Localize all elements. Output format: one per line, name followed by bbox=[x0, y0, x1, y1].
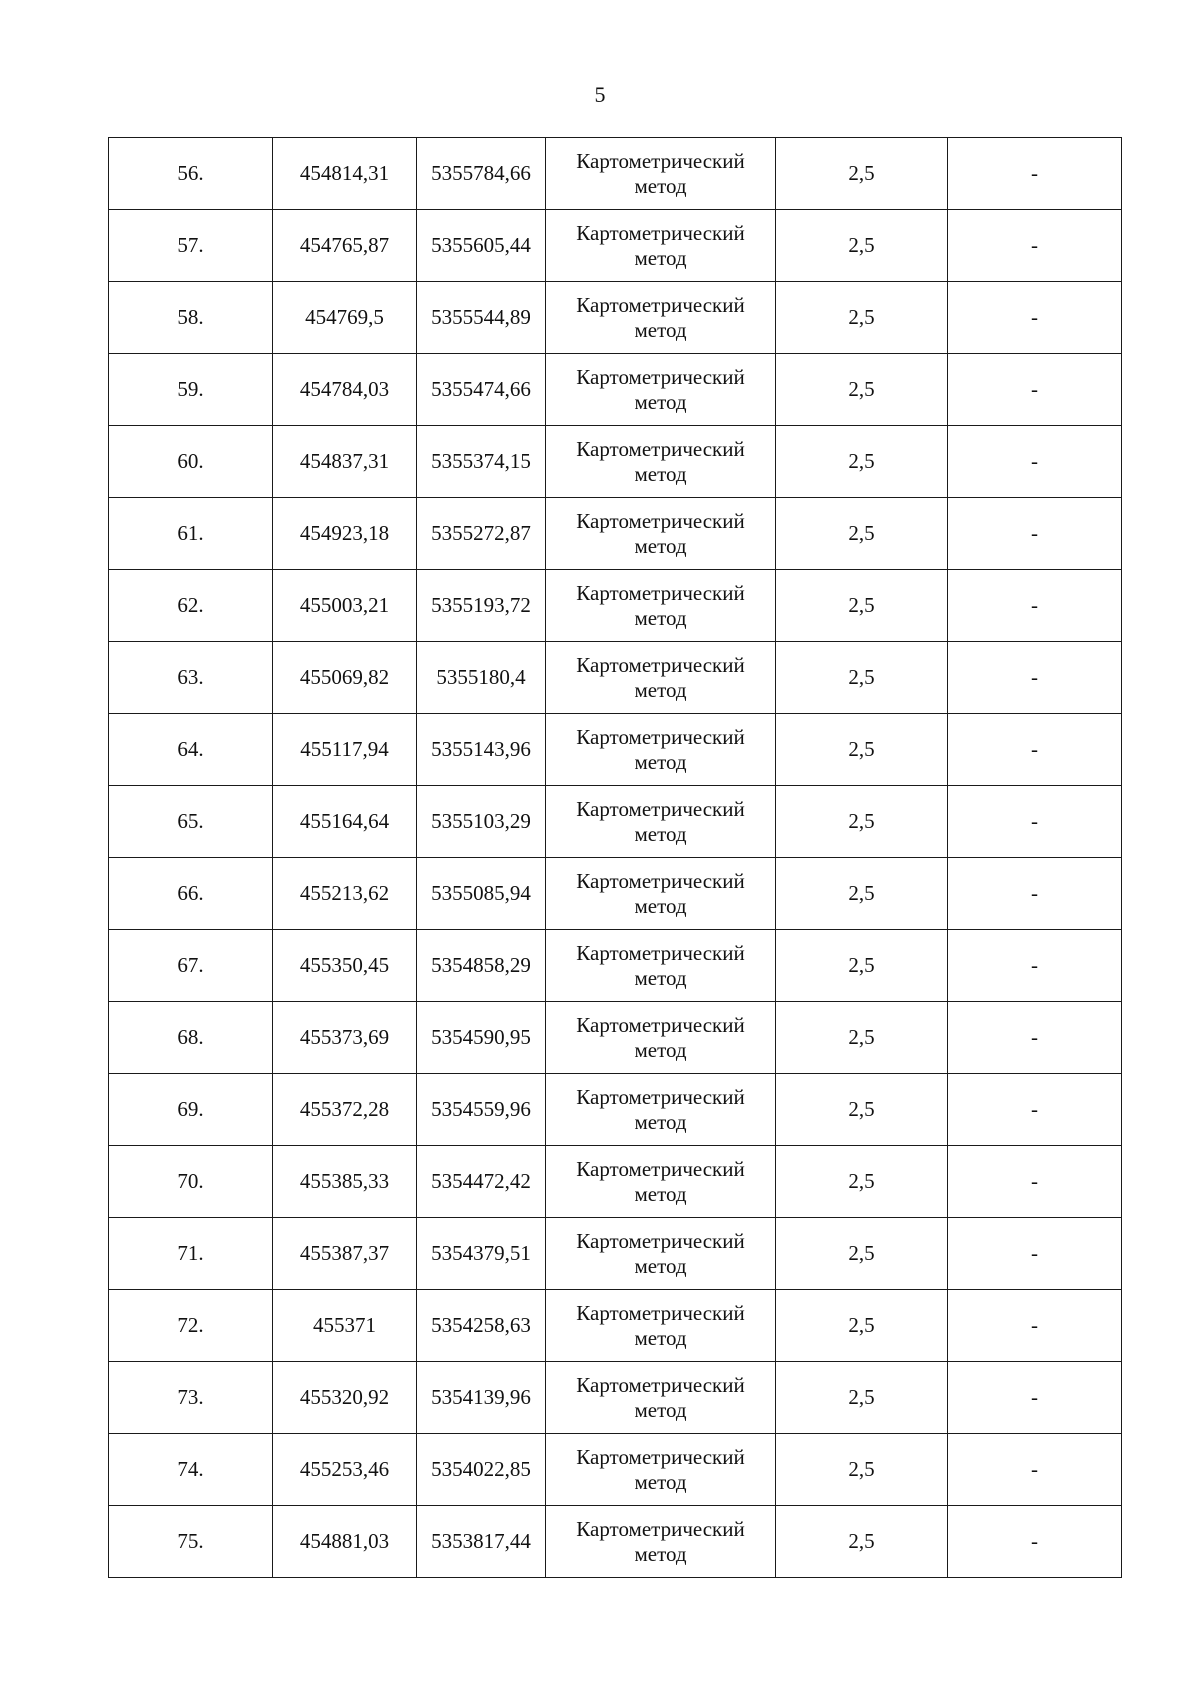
method-line-1: Картометрический bbox=[576, 364, 745, 389]
method-cell bbox=[546, 210, 776, 282]
y-coordinate-cell: 5354472,42 bbox=[417, 1146, 546, 1218]
method-line-1: Картометрический bbox=[576, 652, 745, 677]
method-cell bbox=[546, 1362, 776, 1434]
method-line-1: Картометрический bbox=[576, 1300, 745, 1325]
x-coordinate-cell: 455350,45 bbox=[273, 930, 417, 1002]
point-number-cell: 66. bbox=[109, 858, 273, 930]
point-number-cell: 61. bbox=[109, 498, 273, 570]
description-cell: - bbox=[948, 1506, 1122, 1578]
x-coordinate-cell: 455069,82 bbox=[273, 642, 417, 714]
accuracy-cell: 2,5 bbox=[776, 570, 948, 642]
table-row bbox=[109, 714, 1122, 786]
method-line-2: метод bbox=[634, 1397, 687, 1422]
method-line-1: Картометрический bbox=[576, 1516, 745, 1541]
point-number-cell: 72. bbox=[109, 1290, 273, 1362]
x-coordinate-cell: 454923,18 bbox=[273, 498, 417, 570]
accuracy-cell: 2,5 bbox=[776, 1362, 948, 1434]
x-coordinate-cell: 455164,64 bbox=[273, 786, 417, 858]
point-number-cell: 59. bbox=[109, 354, 273, 426]
page-number: 5 bbox=[594, 82, 606, 107]
description-cell: - bbox=[948, 642, 1122, 714]
x-coordinate-cell: 455373,69 bbox=[273, 1002, 417, 1074]
description-cell: - bbox=[948, 354, 1122, 426]
table-row bbox=[109, 1002, 1122, 1074]
method-cell bbox=[546, 1074, 776, 1146]
accuracy-cell: 2,5 bbox=[776, 858, 948, 930]
table-row bbox=[109, 210, 1122, 282]
method-line-2: метод bbox=[634, 1109, 687, 1134]
method-line-2: метод bbox=[634, 893, 687, 918]
method-line-2: метод bbox=[634, 1469, 687, 1494]
y-coordinate-cell: 5355784,66 bbox=[417, 138, 546, 210]
table-row bbox=[109, 354, 1122, 426]
description-cell: - bbox=[948, 1074, 1122, 1146]
point-number-cell: 58. bbox=[109, 282, 273, 354]
method-line-1: Картометрический bbox=[576, 796, 745, 821]
description-cell: - bbox=[948, 714, 1122, 786]
table-row bbox=[109, 1290, 1122, 1362]
x-coordinate-cell: 454837,31 bbox=[273, 426, 417, 498]
description-cell: - bbox=[948, 1362, 1122, 1434]
method-line-1: Картометрический bbox=[576, 868, 745, 893]
method-line-1: Картометрический bbox=[576, 1156, 745, 1181]
accuracy-cell: 2,5 bbox=[776, 1218, 948, 1290]
y-coordinate-cell: 5354139,96 bbox=[417, 1362, 546, 1434]
method-line-2: метод bbox=[634, 677, 687, 702]
table-row bbox=[109, 642, 1122, 714]
method-line-1: Картометрический bbox=[576, 292, 745, 317]
accuracy-cell: 2,5 bbox=[776, 642, 948, 714]
table-row bbox=[109, 498, 1122, 570]
method-line-2: метод bbox=[634, 389, 687, 414]
y-coordinate-cell: 5355474,66 bbox=[417, 354, 546, 426]
method-cell bbox=[546, 714, 776, 786]
x-coordinate-cell: 455253,46 bbox=[273, 1434, 417, 1506]
x-coordinate-cell: 454765,87 bbox=[273, 210, 417, 282]
point-number-cell: 68. bbox=[109, 1002, 273, 1074]
method-cell bbox=[546, 930, 776, 1002]
method-cell bbox=[546, 1506, 776, 1578]
accuracy-cell: 2,5 bbox=[776, 138, 948, 210]
method-cell bbox=[546, 354, 776, 426]
x-coordinate-cell: 455003,21 bbox=[273, 570, 417, 642]
y-coordinate-cell: 5355193,72 bbox=[417, 570, 546, 642]
x-coordinate-cell: 455117,94 bbox=[273, 714, 417, 786]
x-coordinate-cell: 455213,62 bbox=[273, 858, 417, 930]
method-line-2: метод bbox=[634, 1541, 687, 1566]
y-coordinate-cell: 5354022,85 bbox=[417, 1434, 546, 1506]
method-line-1: Картометрический bbox=[576, 508, 745, 533]
description-cell: - bbox=[948, 786, 1122, 858]
table-row bbox=[109, 1362, 1122, 1434]
description-cell: - bbox=[948, 138, 1122, 210]
method-line-2: метод bbox=[634, 1181, 687, 1206]
method-cell bbox=[546, 642, 776, 714]
y-coordinate-cell: 5355272,87 bbox=[417, 498, 546, 570]
y-coordinate-cell: 5354258,63 bbox=[417, 1290, 546, 1362]
point-number-cell: 74. bbox=[109, 1434, 273, 1506]
method-cell bbox=[546, 786, 776, 858]
method-line-1: Картометрический bbox=[576, 580, 745, 605]
method-cell bbox=[546, 1146, 776, 1218]
table-row bbox=[109, 858, 1122, 930]
accuracy-cell: 2,5 bbox=[776, 210, 948, 282]
method-cell bbox=[546, 858, 776, 930]
method-line-2: метод bbox=[634, 173, 687, 198]
x-coordinate-cell: 455320,92 bbox=[273, 1362, 417, 1434]
table-row bbox=[109, 786, 1122, 858]
table-row bbox=[109, 1506, 1122, 1578]
point-number-cell: 62. bbox=[109, 570, 273, 642]
method-line-1: Картометрический bbox=[576, 1444, 745, 1469]
description-cell: - bbox=[948, 1146, 1122, 1218]
y-coordinate-cell: 5355180,4 bbox=[417, 642, 546, 714]
accuracy-cell: 2,5 bbox=[776, 1290, 948, 1362]
method-line-1: Картометрический bbox=[576, 940, 745, 965]
table-row bbox=[109, 1146, 1122, 1218]
method-line-1: Картометрический bbox=[576, 1012, 745, 1037]
x-coordinate-cell: 454814,31 bbox=[273, 138, 417, 210]
description-cell: - bbox=[948, 1002, 1122, 1074]
point-number-cell: 67. bbox=[109, 930, 273, 1002]
method-line-2: метод bbox=[634, 965, 687, 990]
accuracy-cell: 2,5 bbox=[776, 498, 948, 570]
y-coordinate-cell: 5353817,44 bbox=[417, 1506, 546, 1578]
description-cell: - bbox=[948, 210, 1122, 282]
y-coordinate-cell: 5355085,94 bbox=[417, 858, 546, 930]
method-line-2: метод bbox=[634, 1253, 687, 1278]
point-number-cell: 64. bbox=[109, 714, 273, 786]
point-number-cell: 70. bbox=[109, 1146, 273, 1218]
accuracy-cell: 2,5 bbox=[776, 1146, 948, 1218]
x-coordinate-cell: 454881,03 bbox=[273, 1506, 417, 1578]
accuracy-cell: 2,5 bbox=[776, 1074, 948, 1146]
method-line-2: метод bbox=[634, 533, 687, 558]
accuracy-cell: 2,5 bbox=[776, 930, 948, 1002]
method-line-2: метод bbox=[634, 1037, 687, 1062]
description-cell: - bbox=[948, 498, 1122, 570]
point-number-cell: 75. bbox=[109, 1506, 273, 1578]
description-cell: - bbox=[948, 1218, 1122, 1290]
accuracy-cell: 2,5 bbox=[776, 1506, 948, 1578]
y-coordinate-cell: 5354590,95 bbox=[417, 1002, 546, 1074]
method-cell bbox=[546, 138, 776, 210]
method-cell bbox=[546, 1218, 776, 1290]
description-cell: - bbox=[948, 1434, 1122, 1506]
table-row bbox=[109, 426, 1122, 498]
method-cell bbox=[546, 282, 776, 354]
table-row bbox=[109, 1074, 1122, 1146]
method-line-1: Картометрический bbox=[576, 148, 745, 173]
method-line-2: метод bbox=[634, 749, 687, 774]
table-row bbox=[109, 930, 1122, 1002]
point-number-cell: 60. bbox=[109, 426, 273, 498]
table-row bbox=[109, 570, 1122, 642]
point-number-cell: 69. bbox=[109, 1074, 273, 1146]
description-cell: - bbox=[948, 1290, 1122, 1362]
x-coordinate-cell: 455387,37 bbox=[273, 1218, 417, 1290]
y-coordinate-cell: 5354858,29 bbox=[417, 930, 546, 1002]
y-coordinate-cell: 5354379,51 bbox=[417, 1218, 546, 1290]
accuracy-cell: 2,5 bbox=[776, 426, 948, 498]
method-line-2: метод bbox=[634, 605, 687, 630]
accuracy-cell: 2,5 bbox=[776, 714, 948, 786]
table-row bbox=[109, 1434, 1122, 1506]
method-line-2: метод bbox=[634, 1325, 687, 1350]
y-coordinate-cell: 5355374,15 bbox=[417, 426, 546, 498]
x-coordinate-cell: 454784,03 bbox=[273, 354, 417, 426]
accuracy-cell: 2,5 bbox=[776, 282, 948, 354]
method-cell bbox=[546, 1290, 776, 1362]
y-coordinate-cell: 5355103,29 bbox=[417, 786, 546, 858]
accuracy-cell: 2,5 bbox=[776, 786, 948, 858]
description-cell: - bbox=[948, 930, 1122, 1002]
method-line-2: метод bbox=[634, 245, 687, 270]
method-line-1: Картометрический bbox=[576, 436, 745, 461]
description-cell: - bbox=[948, 570, 1122, 642]
accuracy-cell: 2,5 bbox=[776, 354, 948, 426]
x-coordinate-cell: 455385,33 bbox=[273, 1146, 417, 1218]
method-line-1: Картометрический bbox=[576, 1084, 745, 1109]
accuracy-cell: 2,5 bbox=[776, 1002, 948, 1074]
table-row bbox=[109, 282, 1122, 354]
method-cell bbox=[546, 570, 776, 642]
x-coordinate-cell: 454769,5 bbox=[273, 282, 417, 354]
table-row bbox=[109, 1218, 1122, 1290]
point-number-cell: 57. bbox=[109, 210, 273, 282]
table-row bbox=[109, 138, 1122, 210]
accuracy-cell: 2,5 bbox=[776, 1434, 948, 1506]
y-coordinate-cell: 5355544,89 bbox=[417, 282, 546, 354]
coordinates-table bbox=[108, 137, 1122, 1578]
y-coordinate-cell: 5355143,96 bbox=[417, 714, 546, 786]
method-line-2: метод bbox=[634, 821, 687, 846]
point-number-cell: 73. bbox=[109, 1362, 273, 1434]
coordinates-table-body bbox=[109, 138, 1122, 1578]
x-coordinate-cell: 455372,28 bbox=[273, 1074, 417, 1146]
method-line-1: Картометрический bbox=[576, 220, 745, 245]
method-line-1: Картометрический bbox=[576, 1228, 745, 1253]
description-cell: - bbox=[948, 282, 1122, 354]
description-cell: - bbox=[948, 858, 1122, 930]
method-cell bbox=[546, 426, 776, 498]
point-number-cell: 71. bbox=[109, 1218, 273, 1290]
method-cell bbox=[546, 1002, 776, 1074]
method-line-2: метод bbox=[634, 461, 687, 486]
y-coordinate-cell: 5354559,96 bbox=[417, 1074, 546, 1146]
y-coordinate-cell: 5355605,44 bbox=[417, 210, 546, 282]
method-line-1: Картометрический bbox=[576, 1372, 745, 1397]
method-line-2: метод bbox=[634, 317, 687, 342]
description-cell: - bbox=[948, 426, 1122, 498]
method-line-1: Картометрический bbox=[576, 724, 745, 749]
point-number-cell: 63. bbox=[109, 642, 273, 714]
method-cell bbox=[546, 1434, 776, 1506]
point-number-cell: 65. bbox=[109, 786, 273, 858]
method-cell bbox=[546, 498, 776, 570]
point-number-cell: 56. bbox=[109, 138, 273, 210]
x-coordinate-cell: 455371 bbox=[273, 1290, 417, 1362]
